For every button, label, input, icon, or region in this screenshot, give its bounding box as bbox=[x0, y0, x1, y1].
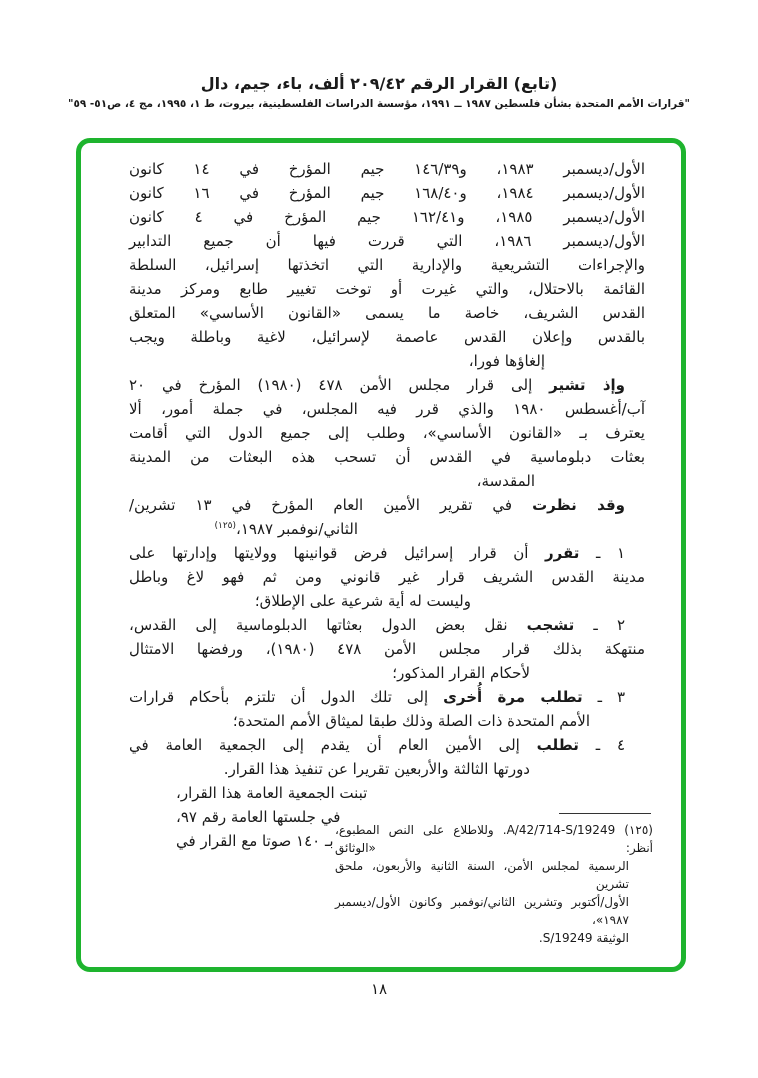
body-line: الأول/ديسمبر ١٩٨٣، و١٤٦/٣٩ جيم المؤرخ في ١٤ كانون bbox=[129, 160, 645, 178]
body-line: الأول/ديسمبر ١٩٨٥، و١٦٢/٤١ جيم المؤرخ في ٤ كانون bbox=[129, 208, 645, 226]
footnote-line: الوثيقة S/19249. bbox=[538, 931, 629, 945]
resolution-title: (تابع) القرار الرقم ٢٠٩/٤٢ ألف، باء، جيم، دال bbox=[200, 74, 558, 93]
body-line: وقد نظرت في تقرير الأمين العام المؤرخ في ١٣ تشرين/ bbox=[129, 496, 625, 514]
body-line: ٣ ـ تطلب مرة أُخرى إلى تلك الدول أن تلتزم بأحكام قرارات bbox=[129, 688, 625, 706]
footnote-line: الأول/أكتوبر وتشرين الثاني/نوفمبر وكانون الأول/ديسمبر ١٩٨٧»، bbox=[335, 895, 629, 927]
body-line: وإذ تشير إلى قرار مجلس الأمن ٤٧٨ (١٩٨٠) المؤرخ في ٢٠ bbox=[129, 376, 625, 394]
body-line: الأول/ديسمبر ١٩٨٦، التي قررت فيها أن جميع التدابير bbox=[129, 232, 645, 250]
page-number: ١٨ bbox=[370, 980, 388, 998]
body-line: القائمة بالاحتلال، والتي غيرت أو توخت تغيير طابع ومركز مدينة bbox=[129, 280, 645, 298]
body-line: ١ ـ تقرر أن قرار إسرائيل فرض قوانينها وولايتها وإدارتها على bbox=[129, 544, 625, 562]
body-line: القدس الشريف، خاصة ما يسمى «القانون الأساسي» المتعلق bbox=[129, 304, 645, 322]
footnote-lines bbox=[335, 821, 653, 947]
body-line: مدينة القدس الشريف قرار غير قانوني ومن ثم فهو لاغ وباطل bbox=[129, 568, 645, 586]
body-line: وليست له أية شرعية على الإطلاق؛ bbox=[254, 592, 471, 610]
body-line: المقدسة، bbox=[476, 472, 535, 490]
highlight-border-box bbox=[76, 138, 686, 972]
footnote-block bbox=[335, 813, 653, 947]
footnote-separator bbox=[559, 813, 651, 814]
body-line: إلغاؤها فورا، bbox=[468, 352, 545, 370]
body-line: يعترف بـ «القانون الأساسي»، وطلب إلى جميع الدول التي أقامت bbox=[129, 424, 645, 442]
body-line: والإجراءات التشريعية والإدارية التي اتخذتها إسرائيل، السلطة bbox=[129, 256, 645, 274]
body-line: بالقدس وإعلان القدس عاصمة لإسرائيل، لاغية وباطلة ويجب bbox=[129, 328, 645, 346]
footnote-line: (١٢٥) A/42/714-S/19249. وللاطلاع على النص المطبوع، أنظر: «الوثائق bbox=[335, 823, 653, 855]
body-line: لأحكام القرار المذكور؛ bbox=[392, 664, 530, 682]
body-line: الأول/ديسمبر ١٩٨٤، و١٦٨/٤٠ جيم المؤرخ في ١٦ كانون bbox=[129, 184, 645, 202]
body-line: بعثات دبلوماسية في القدس أن تسحب هذه البعثات من المدينة bbox=[129, 448, 645, 466]
body-line: ٢ ـ تشجب نقل بعض الدول بعثاتها الدبلوماسية إلى القدس، bbox=[129, 616, 625, 634]
body-line: آب/أغسطس ١٩٨٠ والذي قرر فيه المجلس، في جملة أمور، ألا bbox=[129, 400, 645, 418]
body-line: ٤ ـ تطلب إلى الأمين العام أن يقدم إلى الجمعية العامة في bbox=[129, 736, 625, 754]
footnote-line: الرسمية لمجلس الأمن، السنة الثانية والأربعون، ملحق تشرين bbox=[335, 859, 629, 891]
body-line: في جلستها العامة رقم ٩٧، bbox=[176, 808, 341, 826]
resolution-body bbox=[129, 157, 645, 853]
body-line: بـ ١٤٠ صوتا مع القرار في bbox=[176, 832, 334, 850]
page-header bbox=[0, 74, 758, 110]
source-citation: "قرارات الأمم المتحدة بشأن فلسطين ١٩٨٧ ــ ١٩٩١، مؤسسة الدراسات الفلسطينية، بيروت، ط ١، ١٩٩٥، مج ٤، ص٥١- ٥٩" bbox=[67, 98, 691, 110]
body-line: دورتها الثالثة والأربعين تقريرا عن تنفيذ هذا القرار. bbox=[223, 760, 530, 778]
body-line: منتهكة بذلك قرار مجلس الأمن ٤٧٨ (١٩٨٠)، ورفضها الامتثال bbox=[129, 640, 645, 658]
body-line: تبنت الجمعية العامة هذا القرار، bbox=[176, 784, 368, 802]
body-line: الأمم المتحدة ذات الصلة وذلك طبقا لميثاق الأمم المتحدة؛ bbox=[232, 712, 590, 730]
body-line: الثاني/نوفمبر ١٩٨٧،$^{(١٢٥)}$ bbox=[214, 520, 358, 538]
